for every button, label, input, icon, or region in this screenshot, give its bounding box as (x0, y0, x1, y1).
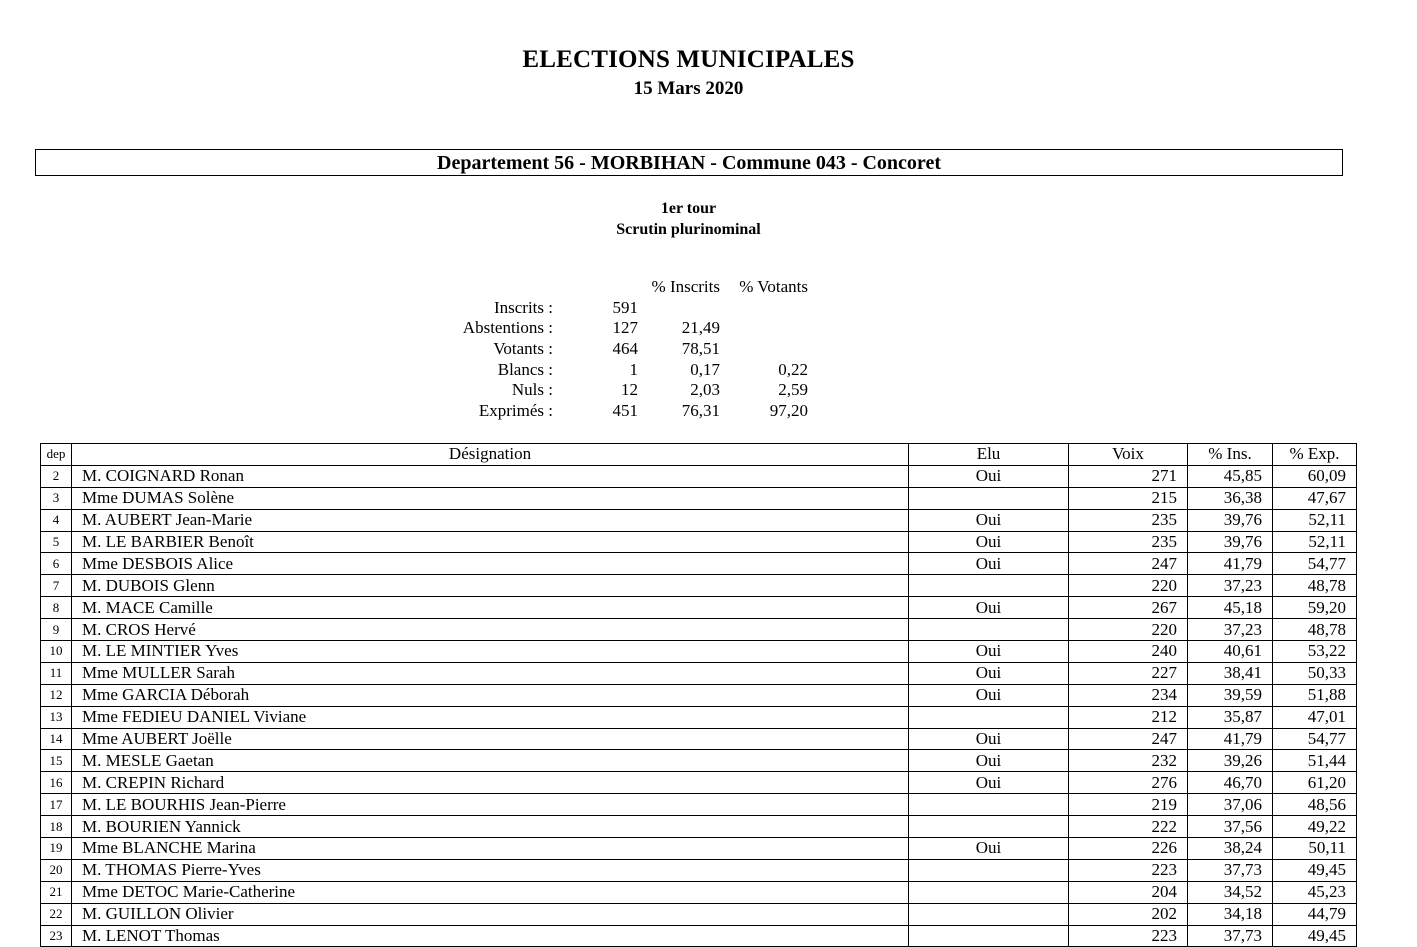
cell-designation: M. GUILLON Olivier (72, 903, 909, 925)
cell-designation: M. LENOT Thomas (72, 925, 909, 947)
stats-pct-inscrits: 78,51 (681, 339, 720, 359)
header-voix: Voix (1069, 444, 1188, 466)
stats-row (440, 339, 808, 360)
cell-dep: 23 (41, 925, 72, 947)
stats-value: 464 (612, 339, 638, 359)
cell-pct-exp: 49,22 (1273, 816, 1357, 838)
cell-voix: 267 (1069, 597, 1188, 619)
tour-info (0, 198, 1377, 240)
cell-voix: 215 (1069, 487, 1188, 509)
stats-value: 12 (621, 380, 638, 400)
cell-designation: M. LE MINTIER Yves (72, 641, 909, 663)
cell-voix: 226 (1069, 838, 1188, 860)
cell-dep: 8 (41, 597, 72, 619)
cell-designation: M. LE BOURHIS Jean-Pierre (72, 794, 909, 816)
stats-label: Inscrits : (493, 297, 553, 317)
cell-designation: M. LE BARBIER Benoît (72, 531, 909, 553)
table-header-row (41, 444, 1357, 466)
cell-elu: Oui (909, 597, 1069, 619)
cell-designation: M. CREPIN Richard (72, 772, 909, 794)
header-pct-ins: % Ins. (1188, 444, 1273, 466)
cell-voix: 235 (1069, 509, 1188, 531)
stats-pct-votants: 2,59 (778, 380, 808, 400)
cell-pct-exp: 61,20 (1273, 772, 1357, 794)
cell-dep: 16 (41, 772, 72, 794)
cell-elu (909, 619, 1069, 641)
cell-dep: 20 (41, 859, 72, 881)
cell-pct-ins: 37,56 (1188, 816, 1273, 838)
cell-pct-ins: 34,52 (1188, 881, 1273, 903)
cell-pct-exp: 53,22 (1273, 641, 1357, 663)
cell-voix: 227 (1069, 662, 1188, 684)
cell-voix: 223 (1069, 859, 1188, 881)
cell-dep: 3 (41, 487, 72, 509)
cell-dep: 15 (41, 750, 72, 772)
cell-pct-exp: 52,11 (1273, 531, 1357, 553)
cell-designation: Mme GARCIA Déborah (72, 684, 909, 706)
candidates-table (40, 443, 1357, 947)
cell-elu (909, 903, 1069, 925)
table-row (41, 925, 1357, 947)
cell-designation: M. CROS Hervé (72, 619, 909, 641)
stats-row (440, 359, 808, 380)
stats-row (440, 380, 808, 401)
table-row (41, 750, 1357, 772)
scrutin-label: Scrutin plurinominal (616, 221, 761, 238)
cell-pct-ins: 37,23 (1188, 575, 1273, 597)
table-row (41, 662, 1357, 684)
header-dep: dep (41, 444, 72, 466)
cell-elu: Oui (909, 838, 1069, 860)
departement-banner: Departement 56 - MORBIHAN - Commune 043 - Concoret (35, 149, 1343, 176)
cell-designation: M. DUBOIS Glenn (72, 575, 909, 597)
col-pct-inscrits: % Inscrits (651, 277, 720, 297)
table-row (41, 575, 1357, 597)
cell-pct-exp: 47,01 (1273, 706, 1357, 728)
cell-designation: Mme DUMAS Solène (72, 487, 909, 509)
stats-pct-votants (720, 318, 808, 339)
table-row (41, 903, 1357, 925)
stats-value: 127 (612, 318, 638, 338)
table-row (41, 509, 1357, 531)
cell-pct-exp: 45,23 (1273, 881, 1357, 903)
cell-elu: Oui (909, 553, 1069, 575)
table-row (41, 816, 1357, 838)
table-row (41, 881, 1357, 903)
cell-pct-ins: 35,87 (1188, 706, 1273, 728)
cell-pct-exp: 47,67 (1273, 487, 1357, 509)
cell-voix: 204 (1069, 881, 1188, 903)
cell-elu: Oui (909, 531, 1069, 553)
cell-voix: 220 (1069, 619, 1188, 641)
cell-voix: 276 (1069, 772, 1188, 794)
cell-designation: M. MESLE Gaetan (72, 750, 909, 772)
cell-designation: Mme DESBOIS Alice (72, 553, 909, 575)
cell-elu (909, 881, 1069, 903)
cell-pct-ins: 40,61 (1188, 641, 1273, 663)
cell-pct-exp: 48,78 (1273, 575, 1357, 597)
table-row (41, 531, 1357, 553)
cell-elu: Oui (909, 772, 1069, 794)
cell-pct-exp: 50,11 (1273, 838, 1357, 860)
cell-pct-ins: 38,24 (1188, 838, 1273, 860)
stats-pct-votants: 97,20 (769, 400, 808, 420)
cell-voix: 219 (1069, 794, 1188, 816)
cell-elu (909, 575, 1069, 597)
cell-designation: Mme BLANCHE Marina (72, 838, 909, 860)
cell-elu: Oui (909, 465, 1069, 487)
stats-pct-votants (720, 339, 808, 360)
cell-dep: 2 (41, 465, 72, 487)
stats-row (440, 401, 808, 422)
stats-row (440, 298, 808, 319)
summary-stats (440, 277, 808, 421)
cell-dep: 6 (41, 553, 72, 575)
cell-voix: 271 (1069, 465, 1188, 487)
cell-voix: 234 (1069, 684, 1188, 706)
cell-pct-exp: 54,77 (1273, 553, 1357, 575)
cell-pct-ins: 38,41 (1188, 662, 1273, 684)
cell-voix: 247 (1069, 728, 1188, 750)
cell-designation: M. BOURIEN Yannick (72, 816, 909, 838)
cell-pct-exp: 52,11 (1273, 509, 1357, 531)
stats-value: 591 (612, 297, 638, 317)
cell-pct-ins: 37,23 (1188, 619, 1273, 641)
cell-pct-ins: 46,70 (1188, 772, 1273, 794)
cell-dep: 21 (41, 881, 72, 903)
stats-pct-inscrits: 21,49 (681, 318, 720, 338)
cell-voix: 212 (1069, 706, 1188, 728)
cell-voix: 232 (1069, 750, 1188, 772)
cell-designation: Mme FEDIEU DANIEL Viviane (72, 706, 909, 728)
cell-designation: M. AUBERT Jean-Marie (72, 509, 909, 531)
table-row (41, 553, 1357, 575)
table-row (41, 641, 1357, 663)
stats-pct-inscrits: 0,17 (690, 359, 720, 379)
cell-dep: 17 (41, 794, 72, 816)
cell-voix: 247 (1069, 553, 1188, 575)
table-row (41, 859, 1357, 881)
cell-pct-ins: 37,06 (1188, 794, 1273, 816)
stats-pct-inscrits: 76,31 (681, 400, 720, 420)
cell-pct-exp: 60,09 (1273, 465, 1357, 487)
table-row (41, 794, 1357, 816)
cell-dep: 5 (41, 531, 72, 553)
cell-pct-ins: 37,73 (1188, 925, 1273, 947)
cell-elu (909, 925, 1069, 947)
election-date: 15 Mars 2020 (633, 78, 744, 99)
table-row (41, 619, 1357, 641)
cell-dep: 10 (41, 641, 72, 663)
cell-pct-exp: 54,77 (1273, 728, 1357, 750)
cell-pct-ins: 39,76 (1188, 531, 1273, 553)
cell-elu: Oui (909, 728, 1069, 750)
stats-pct-votants: 0,22 (778, 359, 808, 379)
cell-pct-ins: 45,85 (1188, 465, 1273, 487)
cell-pct-exp: 51,44 (1273, 750, 1357, 772)
stats-label: Abstentions : (462, 318, 553, 338)
stats-pct-inscrits: 2,03 (690, 380, 720, 400)
table-row (41, 597, 1357, 619)
stats-value: 451 (612, 400, 638, 420)
cell-elu (909, 706, 1069, 728)
cell-designation: M. MACE Camille (72, 597, 909, 619)
stats-pct-inscrits (638, 298, 720, 319)
stats-header-row (440, 277, 808, 298)
cell-pct-exp: 51,88 (1273, 684, 1357, 706)
cell-pct-exp: 50,33 (1273, 662, 1357, 684)
tour-label: 1er tour (660, 200, 717, 217)
cell-voix: 235 (1069, 531, 1188, 553)
stats-label: Nuls : (511, 380, 553, 400)
table-row (41, 487, 1357, 509)
header-pct-exp: % Exp. (1273, 444, 1357, 466)
stats-label: Votants : (493, 339, 553, 359)
cell-designation: M. THOMAS Pierre-Yves (72, 859, 909, 881)
cell-dep: 7 (41, 575, 72, 597)
cell-voix: 222 (1069, 816, 1188, 838)
page-title: ELECTIONS MUNICIPALES (522, 46, 855, 73)
cell-dep: 14 (41, 728, 72, 750)
header-elu: Elu (909, 444, 1069, 466)
cell-elu (909, 816, 1069, 838)
cell-pct-exp: 59,20 (1273, 597, 1357, 619)
cell-dep: 22 (41, 903, 72, 925)
cell-designation: M. COIGNARD Ronan (72, 465, 909, 487)
cell-pct-ins: 36,38 (1188, 487, 1273, 509)
table-row (41, 772, 1357, 794)
table-row (41, 838, 1357, 860)
cell-pct-ins: 45,18 (1188, 597, 1273, 619)
cell-designation: Mme MULLER Sarah (72, 662, 909, 684)
table-row (41, 728, 1357, 750)
cell-pct-exp: 48,78 (1273, 619, 1357, 641)
cell-pct-exp: 49,45 (1273, 859, 1357, 881)
stats-pct-votants (720, 298, 808, 319)
cell-elu: Oui (909, 684, 1069, 706)
cell-elu (909, 487, 1069, 509)
stats-row (440, 318, 808, 339)
cell-pct-exp: 49,45 (1273, 925, 1357, 947)
table-row (41, 684, 1357, 706)
cell-elu (909, 794, 1069, 816)
cell-dep: 12 (41, 684, 72, 706)
cell-elu: Oui (909, 509, 1069, 531)
cell-voix: 223 (1069, 925, 1188, 947)
table-row (41, 706, 1357, 728)
cell-designation: Mme AUBERT Joëlle (72, 728, 909, 750)
cell-pct-ins: 39,76 (1188, 509, 1273, 531)
cell-dep: 4 (41, 509, 72, 531)
cell-pct-ins: 41,79 (1188, 553, 1273, 575)
cell-elu: Oui (909, 750, 1069, 772)
cell-pct-exp: 48,56 (1273, 794, 1357, 816)
cell-dep: 18 (41, 816, 72, 838)
cell-voix: 202 (1069, 903, 1188, 925)
cell-dep: 9 (41, 619, 72, 641)
cell-voix: 220 (1069, 575, 1188, 597)
cell-dep: 13 (41, 706, 72, 728)
cell-elu: Oui (909, 662, 1069, 684)
header-designation: Désignation (72, 444, 909, 466)
cell-pct-ins: 37,73 (1188, 859, 1273, 881)
cell-pct-ins: 41,79 (1188, 728, 1273, 750)
cell-elu (909, 859, 1069, 881)
stats-label: Exprimés : (478, 400, 553, 420)
cell-pct-exp: 44,79 (1273, 903, 1357, 925)
cell-dep: 19 (41, 838, 72, 860)
table-row (41, 465, 1357, 487)
cell-dep: 11 (41, 662, 72, 684)
cell-elu: Oui (909, 641, 1069, 663)
cell-voix: 240 (1069, 641, 1188, 663)
stats-value: 1 (629, 359, 638, 379)
stats-label: Blancs : (497, 359, 553, 379)
col-pct-votants: % Votants (739, 277, 808, 297)
cell-pct-ins: 39,59 (1188, 684, 1273, 706)
cell-pct-ins: 39,26 (1188, 750, 1273, 772)
cell-designation: Mme DETOC Marie-Catherine (72, 881, 909, 903)
cell-pct-ins: 34,18 (1188, 903, 1273, 925)
